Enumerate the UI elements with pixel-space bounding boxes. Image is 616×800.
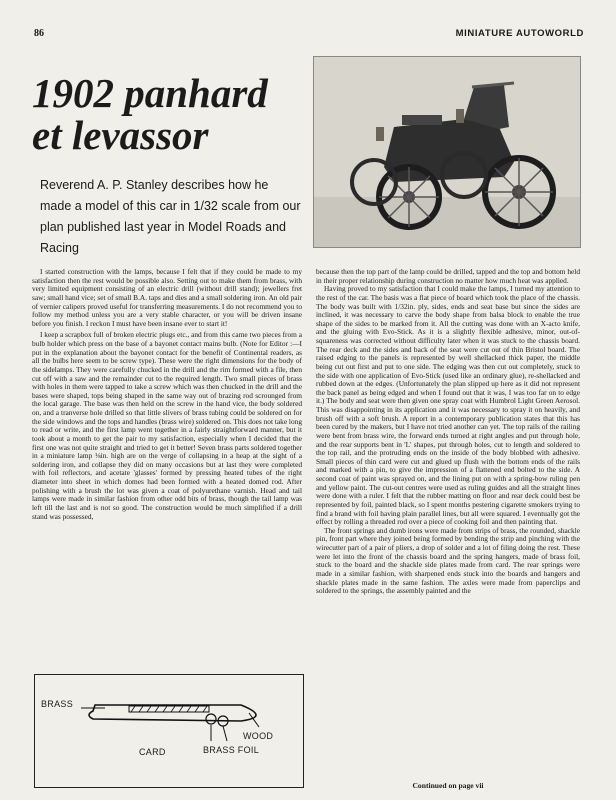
paragraph: because then the top part of the lamp could be drilled, tapped and the top and bottom held in their proper relationship during construction no matter how much heat was applied.: [316, 267, 580, 285]
label-card: CARD: [139, 747, 166, 757]
cross-section-diagram: [34, 674, 304, 788]
paragraph: Having proved to my satisfaction that I could make the lamps, I turned my attention to the rest of the car. The basis was a flat piece of board which took the place of the chassis. The body was built with 1/32in. ply, sides, ends and seat base but since the sides are inclined, it was necessary to carve the body shape from balsa block to enable the true shape of the sides to be marked from it. All the cutting was done with an X-acto knife, and the gluing with Evo-Stick. As it is a slightly flexible adhesive, minor, out-of-squareness was corrected without difficulty later when it was stuck to the chassis board. The rear deck and the sides and back of the seat were cut out of thin Bristol board. The raised edging to the panels is represented by well shellacked thick paper, the middle being cut out first and put to one side. The edging was then cut out completely, stuck to the side with one application of Evo-Stick (used like an ordinary glue), re-shellacked and rubbed down at the edges. (Unfortunately the plan slipped up here as it did not represent the back panel as being edged and when I found out that it was, I was too far on to edge it.) The body and seat were then given one spray coat with Humbrol Light Green Aerosol. This was disappointing in its application and it was necessary to spray it on heavily, and brush off with a soft brush. A report in a contemporary publication states that this has been cured by the makers, but I have not tried another can yet. The top rails of the railing were bent from brass wire, the forward ends turned at right angles and put through hole, and the rear supports bent in 'L' shapes, put through holes, cut to length and soldered to the top rail, and the protruding ends on the inside of the body blobbed with adhesive. Small pieces of thin card were cut and glued up flush with the bottom ends of the rails and marked with a pin, to give the impression of a flattened end bolted to the side. A second coat of paint was sprayed on, and the lining put on with a spring-bow ruling pen and yellow paint. The cut-out centres were used as ruling guides and all the straight lines were done with a ruler. I felt that the rubber matting on floor and rear deck could best be represented by foil, painted black, so I spent months pestering cigarette smokers trying to find a brand with foil having plain parallel lines, but all were squared. I eventually got the effect by rolling a threaded rod over a piece of cooking foil and then painting that.: [316, 284, 580, 527]
car-photo: [313, 56, 581, 248]
label-brass: BRASS: [41, 699, 74, 709]
paragraph: The front springs and dumb irons were made from strips of brass, the rounded, shackle pin, front part where they joined being formed by bending the strip and pinching with the wirecutter part of a pair of pliers, a drop of solder and a lot of filing doing the rest. These were let into the front of the chassis board and the spring hangers, made of brass foil, stuck to the board and the shackle side plates made from card. The rear springs were made in a similar fashion, with sharpened ends stuck into the boards and hangers and shackle plates made in the same fashion. The axles were made from paperclips and soldered to the springs, the assembly painted and the: [316, 525, 580, 596]
label-wood: WOOD: [243, 731, 274, 741]
paragraph: I keep a scrapbox full of broken electric plugs etc., and from this came two pieces from a bulb holder which press on the base of a bayonet contact mains bulb. (Note for Editor :—I put in the explanation about the bayonet contact for the benefit of Continental readers, as all the bulbs here seem to be screw type). These were the right dimensions for the body of the sidelamps. They were carefully chucked in the drill and the rim formed with a file, then cut off with a saw and the remainder cut to the required length. Two small pieces of brass with holes in them were tapped to take a screw which was then chucked in the drill and the bases were shaped, tops being shaped in the same way out of brazing rod scrounged from the local garage. The base was then held on the screw in the hand vice, the body soldered on, and a tranverse hole drilled so that little slivers of brass tubing could be soldered on for the side windows and the tops and handles (brass wire) soldered on. This does not take long to read or write, and the first lamp went together in a fairly straightforward manner, but it took about a month to get the pair to my satisfaction, especially when I decided that the first one was not quite straight and tried to get it better! Seven brass parts soldered together in a miniature lamp ⅛in. high are on the verge of collapsing in a heap at the sight of a soldering iron, and collapse they did on many occasions but at last they were completed with foil reflectors, and acetate 'glasses' formed by pressing heated tubes of the right diameter into sheet in which domes had been formed with a heated domed rod. After polishing with a brush the lot was given a coat of polyurethane varnish. Head and tail lamps were made in similar fashion from other odd bits of brass, though the tail lamp was left till the last and is not so good. The construction would be much simplified if a drill stand was possessed,: [32, 330, 302, 521]
article-column-right: [316, 268, 580, 596]
paragraph: I started construction with the lamps, because I felt that if they could be made to my satisfaction then the rest would be possible also. Setting out to make them from brass, with very limited equipment consisting of an electric drill (without drill stand); jewellers fret saw; small hand vice; set of small B.A. taps and dies and a small soldering iron. An old pair of vernier calipers proved useful for transferring measurements. I do not recommend you to follow my method unless you are a very stable character, or you will be driven insane before you finish. I reckon I must have been insane ever to start it!: [32, 267, 302, 328]
article-column-left: [32, 268, 302, 521]
page-number: 86: [34, 28, 44, 39]
continued-note: Continued on page vii: [412, 781, 484, 790]
article-subtitle: Reverend A. P. Stanley describes how he made a model of this car in 1/32 scale from our plan published last year in Model Roads and Racing: [40, 178, 301, 255]
car-photo-illustration: [314, 57, 580, 247]
label-brass-foil: BRASS FOIL: [203, 745, 260, 755]
running-head: MINIATURE AUTOWORLD: [455, 28, 584, 39]
article-title: 1902 panhard et levassor: [32, 70, 268, 158]
